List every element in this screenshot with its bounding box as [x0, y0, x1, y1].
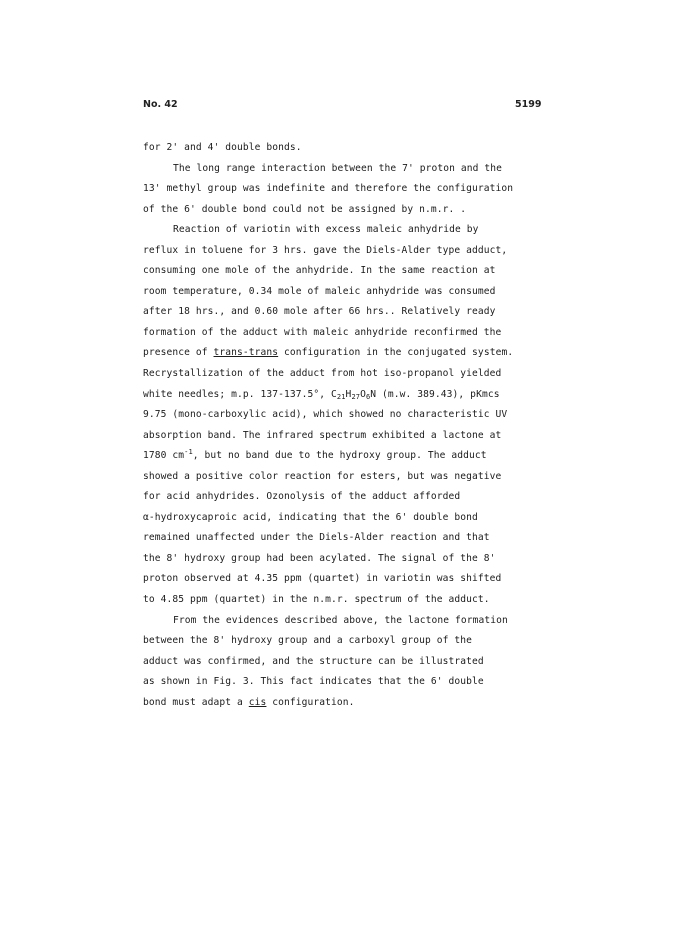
text-line: proton observed at 4.35 ppm (quartet) in variotin was shifted: [143, 573, 502, 585]
text-line: remained unaffected under the Diels-Alder reaction and that: [143, 532, 490, 544]
text-line: adduct was confirmed, and the structure can be illustrated: [143, 655, 484, 667]
journal-issue: No. 42: [143, 99, 178, 110]
text-line: showed a positive color reaction for esters, but was negative: [143, 470, 502, 482]
text-line: after 18 hrs., and 0.60 mole after 66 hrs.. Relatively ready: [143, 306, 496, 318]
text-line: Recrystallization of the adduct from hot iso-propanol yielded: [143, 368, 502, 380]
text-span: N (m.w. 389.43), pKmcs: [370, 388, 500, 400]
page-number: 5199: [515, 99, 542, 110]
underlined-term: trans-trans: [213, 347, 279, 359]
paragraph-start-line: The long range interaction between the 7' proton and the: [173, 162, 503, 174]
text-span: bond must adapt a: [143, 696, 249, 708]
underlined-term: cis: [248, 696, 267, 708]
text-line: the 8' hydroxy group had been acylated. The signal of the 8': [143, 552, 496, 564]
paragraph-start-line: From the evidences described above, the lactone formation: [173, 614, 508, 626]
text-line: formation of the adduct with maleic anhydride reconfirmed the: [143, 326, 502, 338]
text-span: configuration.: [266, 696, 355, 708]
text-line: 9.75 (mono-carboxylic acid), which showed no characteristic UV: [143, 409, 508, 421]
text-line: 13' methyl group was indefinite and therefore the configuration: [143, 183, 514, 195]
text-line: [143, 343, 553, 364]
text-span: , but no band due to the hydroxy group. The adduct: [192, 450, 487, 462]
text-line: room temperature, 0.34 mole of maleic anhydride was consumed: [143, 285, 496, 297]
text-line: consuming one mole of the anhydride. In the same reaction at: [143, 265, 496, 277]
text-span: O: [360, 388, 366, 400]
text-span: presence of: [143, 347, 214, 359]
text-line: absorption band. The infrared spectrum exhibited a lactone at: [143, 429, 502, 441]
text-line: to 4.85 ppm (quartet) in the n.m.r. spectrum of the adduct.: [143, 594, 490, 606]
subscript: 6: [365, 392, 371, 401]
text-line: reflux in toluene for 3 hrs. gave the Diels-Alder type adduct,: [143, 244, 508, 256]
text-span: configuration in the conjugated system.: [278, 347, 514, 359]
text-line: for 2' and 4' double bonds.: [143, 142, 302, 153]
text-line: between the 8' hydroxy group and a carboxyl group of the: [143, 635, 473, 647]
superscript: -1: [184, 448, 193, 457]
text-span: white needles; m.p. 137-137.5°, C: [143, 388, 337, 400]
text-line: of the 6' double bond could not be assigned by n.m.r. .: [143, 203, 467, 215]
text-line: as shown in Fig. 3. This fact indicates that the 6' double: [143, 676, 484, 688]
paragraph-start-line: Reaction of variotin with excess maleic anhydride by: [173, 224, 479, 236]
text-line: α-hydroxycaproic acid, indicating that the 6' double bond: [143, 511, 478, 523]
text-line: [143, 385, 553, 406]
text-line: for acid anhydrides. Ozonolysis of the adduct afforded: [143, 491, 461, 503]
text-span: H: [345, 388, 352, 400]
text-span: 1780 cm: [143, 450, 185, 462]
text-line: [143, 446, 553, 467]
text-line: [143, 693, 553, 714]
subscript: 27: [351, 392, 361, 401]
body-text: [143, 138, 553, 713]
subscript: 21: [336, 392, 346, 401]
